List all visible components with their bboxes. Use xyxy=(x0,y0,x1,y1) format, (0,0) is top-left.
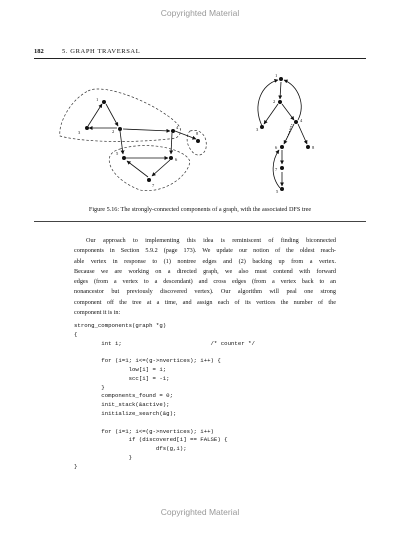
caption-divider xyxy=(34,221,366,222)
vertex-3 xyxy=(85,126,89,130)
vertex-label-2: 2 xyxy=(112,129,115,134)
code-line: init_stack(&active); xyxy=(74,401,170,409)
tree-label-8: 8 xyxy=(312,145,315,150)
tree-vertex-2 xyxy=(278,100,282,104)
vertex-label-6: 6 xyxy=(175,157,178,162)
tree-label-4: 4 xyxy=(300,118,303,123)
vertex-label-8: 8 xyxy=(196,131,199,136)
dfs-tree-edges xyxy=(258,80,307,188)
vertex-5 xyxy=(122,156,126,160)
tree-edge-4-8 xyxy=(298,124,307,144)
vertex-4 xyxy=(171,129,175,133)
body-paragraph xyxy=(74,236,336,318)
code-line: } xyxy=(74,462,78,470)
tree-label-3: 3 xyxy=(256,127,259,132)
chapter-title: 5. GRAPH TRAVERSAL xyxy=(62,48,141,55)
code-line xyxy=(74,348,255,357)
tree-label-7: 7 xyxy=(275,167,278,172)
tree-vertex-4 xyxy=(294,120,298,124)
edge-2-4 xyxy=(123,129,170,131)
component-outlines xyxy=(60,89,207,191)
code-line: dfs(g,i); xyxy=(74,445,187,453)
code-line: int i; /* counter */ xyxy=(74,339,255,347)
figure-5-16 xyxy=(0,0,400,205)
paragraph-line: Our approach to implementing this idea is reminiscent of finding biconnected xyxy=(86,237,336,244)
paragraph-line: nonancestor but previously discovered vertex). Our algorithm will peal one strong xyxy=(74,288,336,296)
vertex-2 xyxy=(118,127,122,131)
page-number: 182 xyxy=(34,48,44,55)
back-edge-4-1 xyxy=(284,80,301,120)
code-line: low[i] = i; xyxy=(74,365,167,373)
tree-vertex-6 xyxy=(280,145,284,149)
component-3-outline xyxy=(109,146,190,191)
paragraph-line: able vertex in response to (1) nontree edges and (2) backing up from a vertex. xyxy=(74,257,336,265)
vertex-6 xyxy=(169,156,173,160)
tree-edge-2-3 xyxy=(264,104,278,124)
tree-label-1: 1 xyxy=(275,73,278,78)
code-line: } xyxy=(74,383,105,391)
vertex-7 xyxy=(147,178,151,182)
edge-3-1 xyxy=(88,104,102,126)
tree-label-5: 5 xyxy=(276,189,279,194)
tree-label-2: 2 xyxy=(273,99,276,104)
paragraph-line: edges (from a vertex to a descendant) and cross edges (from a vertex back to an xyxy=(74,278,336,286)
left-graph-edges xyxy=(88,104,196,177)
code-line: components_found = 0; xyxy=(74,392,173,400)
vertex-label-3: 3 xyxy=(78,130,81,135)
tree-edge-2-4 xyxy=(282,104,294,120)
code-line: strong_components(graph *g) xyxy=(74,322,167,329)
code-line: scc[i] = -1; xyxy=(74,374,170,382)
tree-vertex-3 xyxy=(260,125,264,129)
edge-6-7 xyxy=(152,160,170,176)
paragraph-line: component off the tree at a time, and assign each of its vertices the number of the xyxy=(74,298,336,306)
vertex-8 xyxy=(196,139,200,143)
paragraph-line: Because we are working on a directed graph, we also must contend with forward xyxy=(74,267,336,275)
edge-7-5 xyxy=(127,161,148,177)
vertex-label-5: 5 xyxy=(116,151,119,156)
tree-edge-1-2 xyxy=(280,82,281,99)
vertex-label-1: 1 xyxy=(96,97,99,102)
code-line: for (i=1; i<=(g->nvertices); i++) xyxy=(74,427,214,435)
figure-caption: Figure 5.16: The strongly-connected components of a graph, with the associated DFS tree xyxy=(88,206,312,213)
code-line xyxy=(74,419,255,428)
tree-label-6: 6 xyxy=(275,145,278,150)
vertex-1 xyxy=(102,100,106,104)
edge-1-2 xyxy=(106,104,118,126)
code-line: if (discovered[i] == FALSE) { xyxy=(74,436,228,444)
edge-4-8 xyxy=(175,131,196,139)
paragraph-line: components in Section 5.9.2 (page 173). We update our notion of the oldest reach- xyxy=(74,247,336,255)
tree-vertex-7 xyxy=(280,166,284,170)
paragraph-line: component it is in: xyxy=(74,309,121,317)
tree-vertex-5 xyxy=(280,187,284,191)
vertex-label-4: 4 xyxy=(176,125,179,130)
tree-vertex-1 xyxy=(279,77,283,81)
code-line: } xyxy=(74,453,133,461)
edge-4-6 xyxy=(171,133,172,154)
vertex-label-7: 7 xyxy=(152,183,155,188)
edge-2-5 xyxy=(120,131,123,154)
watermark-bottom: Copyrighted Material xyxy=(160,507,240,517)
code-line: for (i=1; i<=(g->nvertices); i++) { xyxy=(74,357,221,365)
watermark-top: Copyrighted Material xyxy=(160,8,240,18)
tree-vertex-8 xyxy=(306,145,310,149)
code-listing xyxy=(74,322,255,472)
code-line: { xyxy=(74,330,78,338)
code-line: initialize_search(&g); xyxy=(74,409,177,417)
